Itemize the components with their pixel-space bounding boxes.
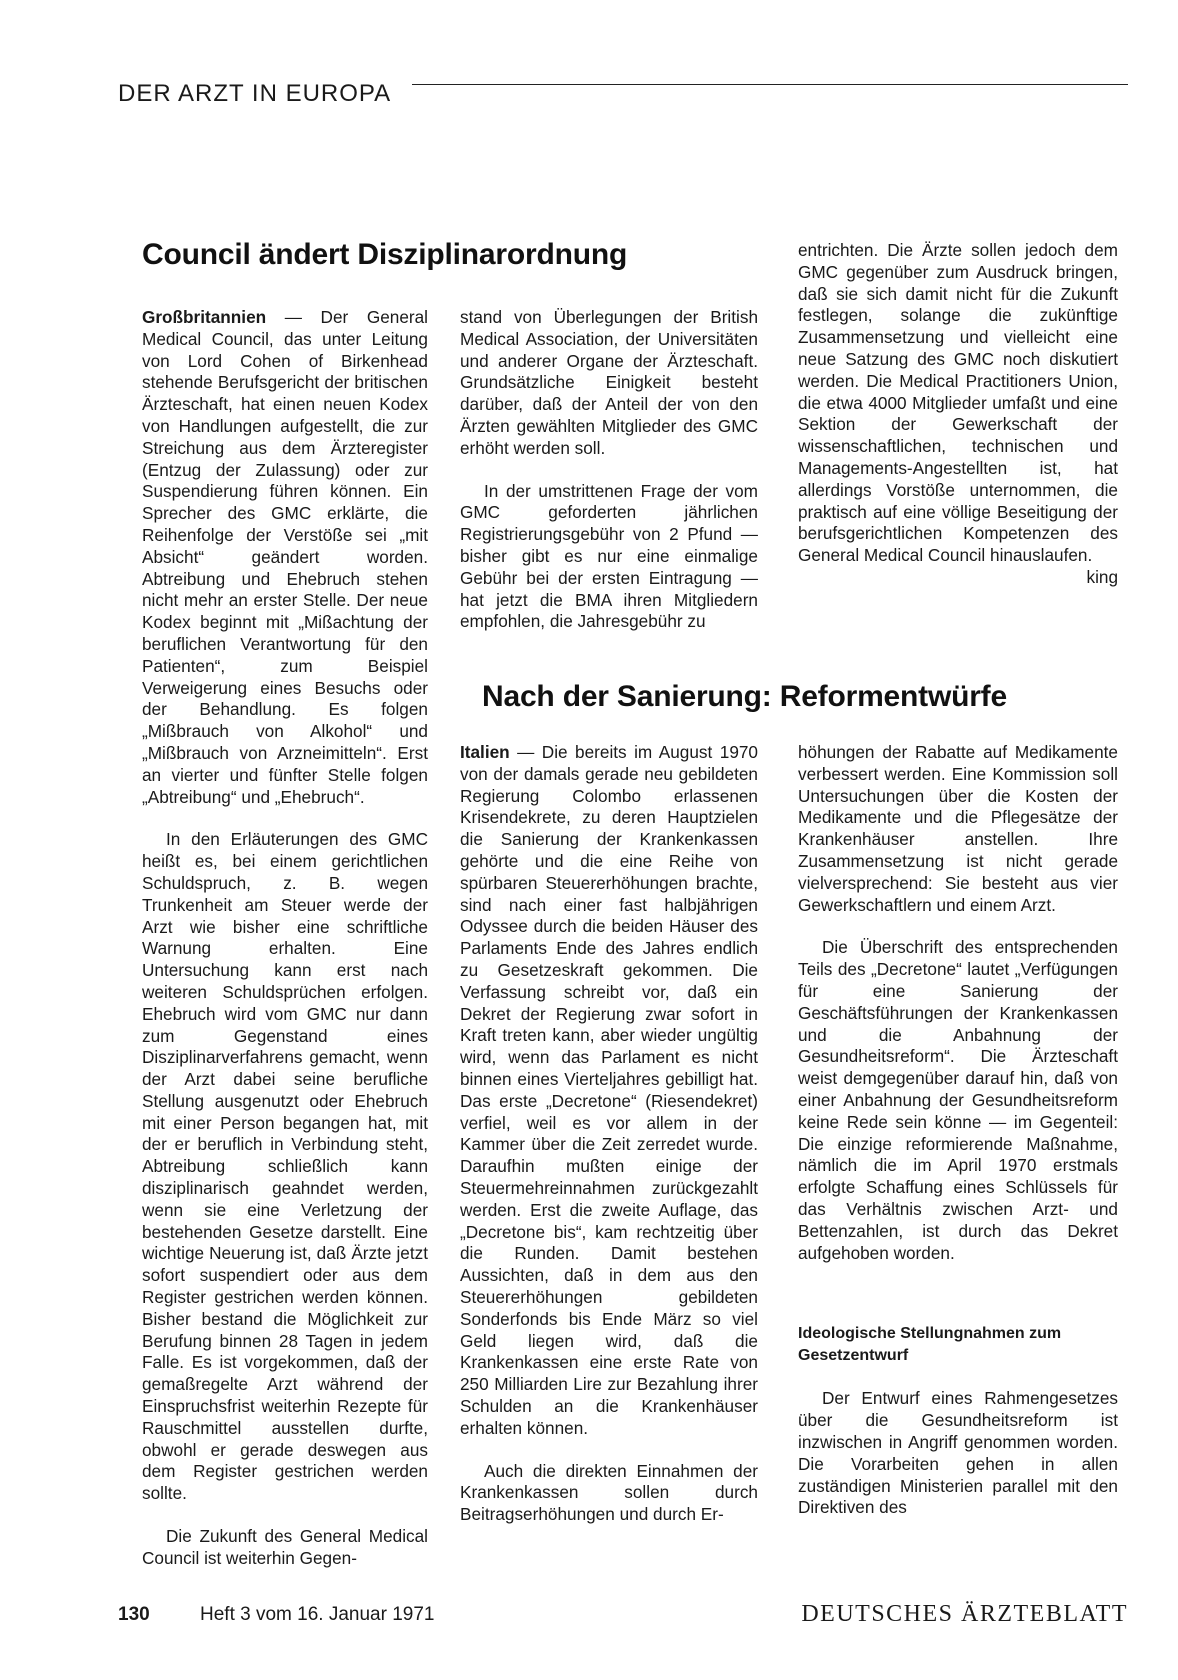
article1-author: king xyxy=(1086,566,1118,587)
article1-paragraph-2: In den Erläuterungen des GMC heißt es, bei einem gerichtlichen Schuldspruch, z. B. wegen Trunkenheit am Steuer werde der Arzt wie bisher eine schriftliche Warnung erhalten. Eine Untersuchung kann erst nach weiteren Schuldsprüchen erfolgen. Ehebruch wird vom GMC nur dann zum Gegenstand eines Disziplinarverfahrens gemacht, wenn der Arzt dabei seine berufliche Stellung ausgenutzt oder Ehebruch mit einer Person begangen hat, mit der er beruflich in Verbindung steht, Abtreibung schließlich kann disziplinarisch geahndet werden, wenn sie eine Verletzung der bestehenden Gesetze darstellt. Eine wichtige Neuerung ist, daß Ärzte jetzt sofort suspendiert oder aus dem Register gestrichen werden können. Bisher bestand die Möglichkeit zur Berufung binnen 28 Tagen in jedem Falle. Es ist vorgekommen, daß der gemaßregelte Arzt während der Einspruchsfrist weiterhin Rezepte für Rauschmittel ausstellen durfte, obwohl er gerade deswegen aus dem Register gestrichen werden sollte. xyxy=(142,829,428,1504)
column-1 xyxy=(142,307,428,1591)
column-2-top xyxy=(460,307,758,654)
article1-paragraph-3: Die Zukunft des General Medical Council ist weiterhin Gegen- xyxy=(142,1526,428,1568)
journal-name: DEUTSCHES ÄRZTEBLATT xyxy=(801,1601,1128,1627)
article1-paragraph-4: In der umstrittenen Frage der vom GMC geforderten jährlichen Registrierungsgebühr von 2 Pfund — bisher gibt es nur eine einmalige Gebühr bei der ersten Eintragung — hat jetzt die BMA ihren Mitgliedern empfohlen, die Jahresgebühr zu xyxy=(460,480,758,632)
article2-headline: Nach der Sanierung: Reformentwürfe xyxy=(482,680,1007,713)
article2-paragraph-2: Auch die direkten Einnahmen der Krankenkassen sollen durch Beitragserhöhungen und durch Er- xyxy=(460,1460,758,1525)
article1-lead-word: Großbritannien xyxy=(142,307,267,327)
page-number: 130 xyxy=(118,1604,150,1625)
article1-paragraph-4-continued: entrichten. Die Ärzte sollen jedoch dem GMC gegenüber zum Ausdruck bringen, daß sie sich damit nicht für die Zukunft festlegen, solange die zukünftige Zusammensetzung und vielleicht eine neue Satzung des GMC noch diskutiert werden. Die Medical Practitioners Union, die etwa 4000 Mitglieder umfaßt und eine Sektion der Gewerkschaft der wissenschaftlichen, technischen und Managements-Angestellten ist, hat allerdings Vorstöße unternommen, die praktisch auf eine völlige Beseitigung der berufsgerichtlichen Kompetenzen des General Medical Council hinauslaufen. xyxy=(798,240,1118,566)
article2-paragraph-2-continued: höhungen der Rabatte auf Medikamente verbessert werden. Eine Kommission soll Untersuchungen über die Kosten der Medikamente und die Pflegesätze der Krankenhäuser anstellen. Ihre Zusammensetzung ist nicht gerade vielversprechend: Sie besteht aus vier Gewerkschaftlern und einem Arzt. xyxy=(798,742,1118,915)
column-2-bottom xyxy=(460,742,758,1547)
article2-paragraph-3: Die Überschrift des entsprechenden Teils des „Decretone“ lautet „Verfügungen für eine Sanierung der Geschäftsführungen der Krankenkassen und die Anbahnung der Gesundheitsreform“. Die Ärzteschaft weist demgegenüber darauf hin, daß von einer Anbahnung der Gesundheitsreform keine Rede sein könne — im Gegenteil: Die einzige reformierende Maßnahme, nämlich die im April 1970 erstmals erfolgte Schaffung eines Schlüssels für das Verhältnis zwischen Arzt- und Bettenzahlen, ist durch das Dekret aufgehoben worden. xyxy=(798,937,1118,1263)
column-3-top xyxy=(798,240,1118,589)
column-3-bottom xyxy=(798,742,1118,1540)
article1-headline: Council ändert Disziplinarordnung xyxy=(142,238,628,271)
article2-paragraph-1: Italien — Die bereits im August 1970 von der damals gerade neu gebildeten Regierung Colombo erlassenen Krisendekrete, zu deren Hauptzielen die Sanierung der Krankenkassen gehörte und die eine Reihe von spürbaren Steuererhöhungen brachte, sind nach einer fast halbjährigen Odyssee durch die beiden Häuser des Parlaments Ende des Jahres endlich zu Gesetzeskraft gekommen. Die Verfassung schreibt vor, daß ein Dekret der Regierung zwar sofort in Kraft treten kann, aber wieder ungültig wird, wenn das Parlament es nicht binnen eines Vierteljahres gebilligt hat. Das erste „Decretone“ (Riesendekret) verfiel, weil es vor allem in der Kammer über die Zeit zerredet wurde. Daraufhin mußten einige der Steuermehreinnahmen zurückgezahlt werden. Erst die zweite Auflage, das „Decretone bis“, kam rechtzeitig über die Runden. Damit bestehen Aussichten, daß in dem aus den Steuererhöhungen gebildeten Sonderfonds bis Ende März so viel Geld liegen wird, daß die Krankenkassen eine erste Rate von 250 Milliarden Lire zur Bezahlung ihrer Schulden an die Krankenhäuser erhalten können. xyxy=(460,742,758,1438)
issue-info: Heft 3 vom 16. Januar 1971 xyxy=(200,1604,435,1625)
article2-paragraph-4: Der Entwurf eines Rahmengesetzes über die Gesundheitsreform ist inzwischen in Angriff genommen worden. Die Vorarbeiten gehen in allen zuständigen Ministerien parallel mit den Direktiven des xyxy=(798,1388,1118,1518)
section-label: DER ARZT IN EUROPA xyxy=(118,80,392,107)
article2-subhead: Ideologische Stellungnahmen zum Gesetzentwurf xyxy=(798,1325,1062,1365)
article1-paragraph-3-continued: stand von Überlegungen der British Medical Association, der Universitäten und anderer Organe der Ärzteschaft. Grundsätzliche Einigkeit besteht darüber, daß der Anteil der von den Ärzten gewählten Mitglieder des GMC erhöht werden soll. xyxy=(460,307,758,458)
article1-paragraph-1: Großbritannien — Der General Medical Council, das unter Leitung von Lord Cohen of Birkenhead stehende Berufsgericht der britischen Ärzteschaft, hat einen neuen Kodex von Handlungen aufgestellt, die zur Streichung aus dem Ärzteregister (Entzug der Zulassung) oder zur Suspendierung führen können. Ein Sprecher des GMC erklärte, die Reihenfolge der Verstöße sei „mit Absicht“ geändert worden. Abtreibung und Ehebruch stehen nicht mehr an erster Stelle. Der neue Kodex beginnt mit „Mißachtung der beruflichen Verantwortung für den Patienten“, zum Beispiel Verweigerung eines Besuchs oder der Behandlung. Es folgen „Mißbrauch von Alkohol“ und „Mißbrauch von Arzneimitteln“. Erst an vierter und fünfter Stelle folgen „Abtreibung“ und „Ehebruch“. xyxy=(142,307,428,807)
article2-lead-word: Italien xyxy=(460,742,510,762)
header-rule xyxy=(412,84,1128,85)
